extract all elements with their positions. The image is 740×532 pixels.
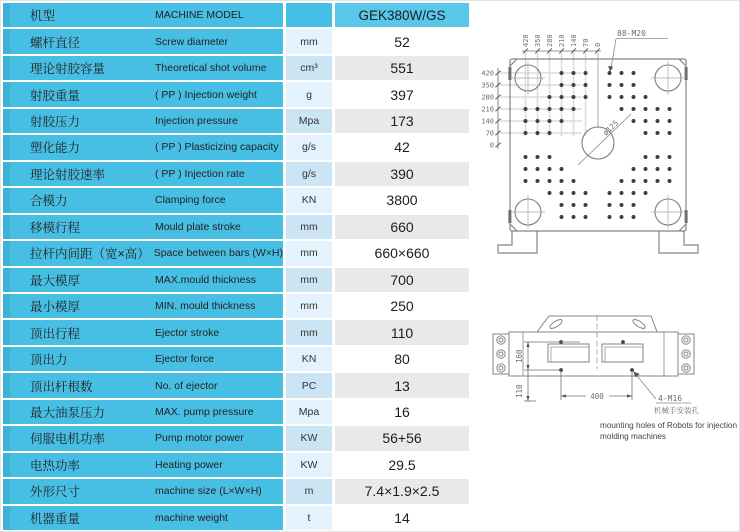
m16-label: 4-M16 <box>658 394 683 403</box>
caption-line-2: molding machines <box>600 432 666 441</box>
row-label-cell <box>3 29 283 53</box>
row-en-label: machine size (L×W×H) <box>155 485 262 498</box>
row-label-cell <box>3 162 283 186</box>
dimension-lines <box>524 342 632 401</box>
row-zh-label: 机器重量 <box>30 511 81 526</box>
row-en-label: Ejector force <box>155 353 214 366</box>
row-value-cell: 110 <box>335 320 469 344</box>
row-en-label: Theoretical shot volume <box>155 62 267 75</box>
table-row <box>3 188 469 212</box>
row-zh-label: 移模行程 <box>30 220 81 235</box>
row-zh-label: 射胶压力 <box>30 115 81 130</box>
row-value-cell: 16 <box>335 400 469 424</box>
table-row <box>3 82 469 106</box>
m16-label-zh: 机械手安装孔 <box>654 406 699 415</box>
row-value-cell: 14 <box>335 506 469 530</box>
table-row <box>3 426 469 450</box>
row-en-label: MAX.mould thickness <box>155 273 256 286</box>
row-label-cell <box>3 426 283 450</box>
row-unit-cell: KN <box>286 347 332 371</box>
dim-160-label: 160 <box>515 349 524 363</box>
row-zh-label: 最小模厚 <box>30 300 81 315</box>
table-row <box>3 347 469 371</box>
row-zh-label: 塑化能力 <box>30 141 81 156</box>
row-label-cell <box>3 453 283 477</box>
row-en-label: Screw diameter <box>155 35 228 48</box>
row-unit-cell: g/s <box>286 162 332 186</box>
row-unit-cell: mm <box>286 294 332 318</box>
row-zh-label: 最大模厚 <box>30 273 81 288</box>
row-en-label: MIN. mould thickness <box>155 300 256 313</box>
row-en-label: Clamping force <box>155 194 226 207</box>
row-unit-cell: Mpa <box>286 400 332 424</box>
dim-label: 210 <box>481 105 494 114</box>
header-zh-label: 机型 <box>30 9 56 24</box>
row-zh-label: 顶出杆根数 <box>30 379 93 394</box>
table-row <box>3 162 469 186</box>
row-zh-label: 顶出力 <box>30 353 68 368</box>
row-unit-cell: cm³ <box>286 56 332 80</box>
row-label-cell <box>3 56 283 80</box>
row-label-cell <box>3 188 283 212</box>
row-label-cell <box>3 373 283 397</box>
table-row <box>3 268 469 292</box>
center-hole-label: ø125 <box>601 118 621 138</box>
row-unit-cell: g <box>286 82 332 106</box>
dimension-arrowheads <box>526 342 632 401</box>
row-value-cell: 250 <box>335 294 469 318</box>
row-en-label: Pump motor power <box>155 432 244 445</box>
hole-count-label: 88-M20 <box>617 29 646 38</box>
row-en-label: ( PP ) Plasticizing capacity <box>155 141 279 154</box>
row-value-cell: 80 <box>335 347 469 371</box>
row-label-cell <box>3 215 283 239</box>
table-row <box>3 506 469 530</box>
dim-label: 280 <box>481 93 494 102</box>
row-label-cell <box>3 241 283 265</box>
m16-holes <box>559 340 634 372</box>
row-zh-label: 拉杆内间距（宽×高） <box>30 247 150 262</box>
header-unit-cell <box>286 3 332 27</box>
machine-top-view-outline <box>493 316 694 376</box>
row-label-cell <box>3 479 283 503</box>
row-en-label: Injection pressure <box>155 115 238 128</box>
row-unit-cell: KN <box>286 188 332 212</box>
dim-label: 350 <box>481 81 494 90</box>
row-label-cell <box>3 320 283 344</box>
table-row <box>3 56 469 80</box>
row-unit-cell: KW <box>286 426 332 450</box>
machine-spec-table <box>1 1 469 531</box>
row-zh-label: 理论射胶容量 <box>30 62 106 77</box>
table-row <box>3 400 469 424</box>
row-label-cell <box>3 400 283 424</box>
header-en-label: MACHINE MODEL <box>155 9 244 22</box>
row-unit-cell: m <box>286 479 332 503</box>
row-en-label: machine weight <box>155 511 228 524</box>
row-unit-cell: mm <box>286 268 332 292</box>
row-en-label: Mould plate stroke <box>155 220 241 233</box>
row-value-cell: 52 <box>335 29 469 53</box>
flange-bolts <box>497 336 690 372</box>
row-value-cell: 29.5 <box>335 453 469 477</box>
row-unit-cell: mm <box>286 215 332 239</box>
row-unit-cell: mm <box>286 29 332 53</box>
row-zh-label: 理论射胶速率 <box>30 167 106 182</box>
row-en-label: Heating power <box>155 458 223 471</box>
dim-label: 140 <box>481 117 494 126</box>
table-row <box>3 453 469 477</box>
dim-110-label: 110 <box>515 384 524 398</box>
dim-label: 420 <box>481 69 494 78</box>
dim-label: 350 <box>534 34 542 47</box>
row-label-cell <box>3 294 283 318</box>
row-unit-cell: mm <box>286 320 332 344</box>
table-row <box>3 479 469 503</box>
robot-mount-diagram <box>470 289 740 449</box>
dim-label: 140 <box>570 34 578 47</box>
platen-foot-left <box>498 231 537 253</box>
dim-label: 420 <box>522 34 530 47</box>
row-en-label: ( PP ) Injection rate <box>155 167 245 180</box>
row-en-label: MAX. pump pressure <box>155 405 254 418</box>
table-row <box>3 320 469 344</box>
header-model-value: GEK380W/GS <box>335 3 469 27</box>
row-zh-label: 合模力 <box>30 194 68 209</box>
dim-label: 70 <box>582 38 590 47</box>
row-label-cell <box>3 268 283 292</box>
row-label-cell <box>3 82 283 106</box>
table-row <box>3 294 469 318</box>
table-row <box>3 29 469 53</box>
leader-arrowhead <box>608 66 613 72</box>
row-value-cell: 390 <box>335 162 469 186</box>
row-value-cell: 56+56 <box>335 426 469 450</box>
row-unit-cell: t <box>286 506 332 530</box>
table-row <box>3 215 469 239</box>
row-zh-label: 外形尺寸 <box>30 485 81 500</box>
row-value-cell: 700 <box>335 268 469 292</box>
row-zh-label: 螺杆直径 <box>30 35 81 50</box>
row-unit-cell: KW <box>286 453 332 477</box>
row-value-cell: 551 <box>335 56 469 80</box>
platen-foot-right <box>659 231 698 253</box>
dim-label: 0 <box>594 42 602 47</box>
dim-label: 70 <box>485 129 494 138</box>
left-dimension-labels <box>481 70 494 150</box>
row-value-cell: 3800 <box>335 188 469 212</box>
row-en-label: No. of ejector <box>155 379 218 392</box>
hole-leader-line <box>611 39 616 68</box>
table-row <box>3 373 469 397</box>
top-dimension-labels <box>522 34 602 47</box>
row-value-cell: 660×660 <box>335 241 469 265</box>
row-zh-label: 射胶重量 <box>30 88 81 103</box>
row-value-cell: 13 <box>335 373 469 397</box>
dim-label: 280 <box>546 34 554 47</box>
leader-arrowhead <box>634 372 640 378</box>
row-value-cell: 660 <box>335 215 469 239</box>
extension-lines <box>500 53 586 136</box>
table-row <box>3 241 469 265</box>
table-header-row <box>3 3 469 27</box>
row-value-cell: 397 <box>335 82 469 106</box>
row-value-cell: 173 <box>335 109 469 133</box>
row-unit-cell: PC <box>286 373 332 397</box>
row-zh-label: 最大油泵压力 <box>30 405 106 420</box>
row-zh-label: 顶出行程 <box>30 326 81 341</box>
caption-line-1: mounting holes of Robots for injection <box>600 421 737 430</box>
platen-hole-diagram <box>470 1 740 263</box>
row-unit-cell: mm <box>286 241 332 265</box>
row-value-cell: 7.4×1.9×2.5 <box>335 479 469 503</box>
row-label-cell <box>3 506 283 530</box>
row-value-cell: 42 <box>335 135 469 159</box>
row-label-cell <box>3 347 283 371</box>
dim-label: 0 <box>489 141 494 150</box>
row-unit-cell: g/s <box>286 135 332 159</box>
m20-hole-pattern <box>524 71 672 219</box>
row-en-label: ( PP ) Injection weight <box>155 88 257 101</box>
row-en-label: Space between bars (W×H) <box>153 247 283 260</box>
row-unit-cell: Mpa <box>286 109 332 133</box>
header-label-cell <box>3 3 283 27</box>
row-label-cell <box>3 109 283 133</box>
table-row <box>3 109 469 133</box>
dim-400-label: 400 <box>590 392 604 401</box>
table-row <box>3 135 469 159</box>
row-zh-label: 电热功率 <box>30 458 81 473</box>
dim-label: 210 <box>558 34 566 47</box>
row-label-cell <box>3 135 283 159</box>
row-zh-label: 伺服电机功率 <box>30 432 106 447</box>
row-en-label: Ejector stroke <box>155 326 220 339</box>
